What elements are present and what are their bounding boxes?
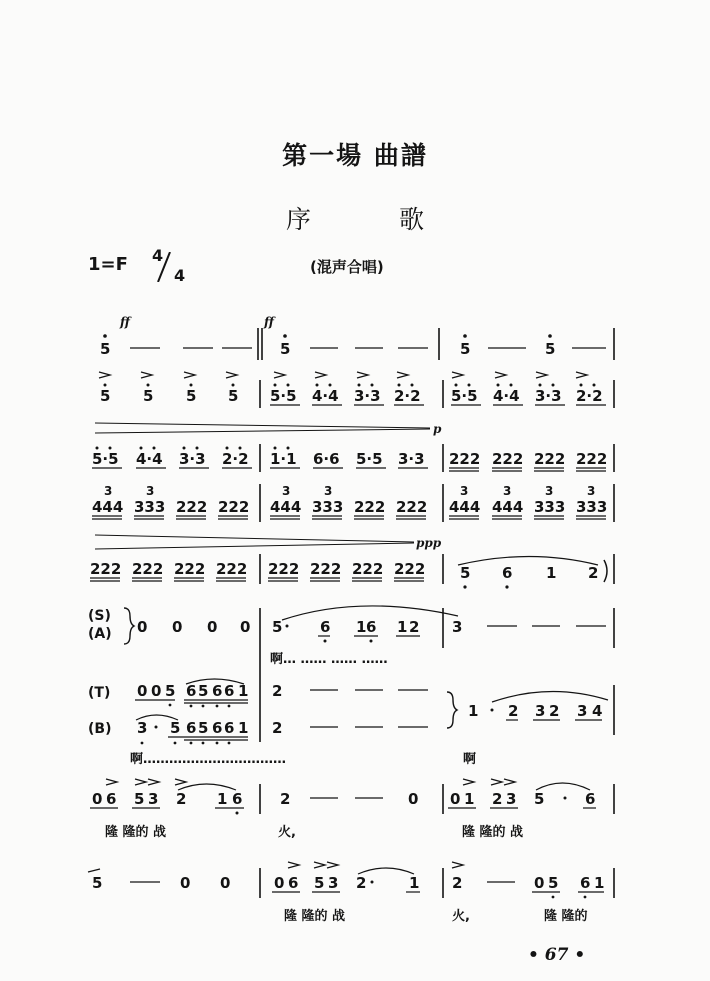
svg-text:5·5: 5·5 [270,387,297,405]
svg-text:5: 5 [198,682,209,700]
svg-text:5: 5 [280,340,291,358]
svg-text:1: 1 [464,790,475,808]
notes-tenor-bass-merged [468,691,608,720]
brace [124,608,134,644]
svg-text:5: 5 [170,719,181,737]
svg-text:333: 333 [134,498,166,516]
part-label-alto: (A) [88,626,112,642]
svg-text:222: 222 [174,560,206,578]
svg-text:3: 3 [324,484,333,498]
svg-text:3·3: 3·3 [398,450,425,468]
svg-text:222: 222 [310,560,342,578]
svg-text:222: 222 [492,450,524,468]
svg-text:5: 5 [228,387,239,405]
svg-text:0: 0 [137,618,148,636]
svg-text:0: 0 [274,874,285,892]
svg-text:3: 3 [545,484,554,498]
svg-text:6: 6 [224,719,235,737]
dynamic-ppp: ppp [416,536,442,550]
svg-text:4·4: 4·4 [312,387,339,405]
svg-text:222: 222 [216,560,248,578]
notes-row-4 [92,484,607,519]
svg-text:0: 0 [207,618,218,636]
svg-text:222: 222 [576,450,608,468]
svg-text:333: 333 [534,498,566,516]
decrescendo-hairpin [95,423,430,433]
svg-text:5: 5 [165,682,176,700]
svg-text:2: 2 [272,719,283,737]
svg-text:222: 222 [268,560,300,578]
svg-text:5: 5 [272,618,283,636]
svg-text:5: 5 [545,340,556,358]
svg-text:5: 5 [186,387,197,405]
svg-text:1·1: 1·1 [270,450,297,468]
svg-text:0: 0 [408,790,419,808]
svg-text:4·4: 4·4 [136,450,163,468]
svg-text:222: 222 [534,450,566,468]
svg-text:5·5: 5·5 [356,450,383,468]
svg-text:2: 2 [508,702,519,720]
svg-text:6: 6 [224,682,235,700]
piece-title: 序 歌 [286,205,464,234]
barlines-row-1 [258,328,614,360]
notes-row-2 [99,372,606,405]
svg-text:6: 6 [585,790,596,808]
dynamic-ff: ff [120,315,130,329]
svg-text:222: 222 [176,498,208,516]
svg-text:2: 2 [409,618,420,636]
svg-text:6: 6 [366,618,377,636]
svg-text:5·5: 5·5 [451,387,478,405]
svg-text:3: 3 [460,484,469,498]
svg-text:2: 2 [272,682,283,700]
svg-text:4·4: 4·4 [493,387,520,405]
part-label-tenor: (T) [88,685,111,701]
svg-text:3: 3 [503,484,512,498]
svg-text:222: 222 [90,560,122,578]
svg-text:5: 5 [548,874,559,892]
svg-text:6·6: 6·6 [313,450,340,468]
svg-text:3: 3 [452,618,463,636]
svg-text:5: 5 [460,564,471,582]
lyric-rumble-of: 隆 隆的 [544,909,588,924]
svg-text:222: 222 [352,560,384,578]
svg-text:2·2: 2·2 [394,387,421,405]
svg-text:3: 3 [506,790,517,808]
voicing-label: (混声合唱) [310,258,384,276]
svg-text:2: 2 [452,874,463,892]
svg-text:1: 1 [356,618,367,636]
svg-text:1: 1 [397,618,408,636]
svg-text:3: 3 [282,484,291,498]
svg-text:3: 3 [146,484,155,498]
svg-text:1: 1 [409,874,420,892]
svg-text:1: 1 [594,874,605,892]
svg-text:3·3: 3·3 [179,450,206,468]
svg-text:5: 5 [100,340,111,358]
svg-text:6: 6 [186,719,197,737]
svg-text:6: 6 [320,618,331,636]
svg-text:2·2: 2·2 [576,387,603,405]
svg-text:222: 222 [449,450,481,468]
dynamic-ff: ff [264,315,274,329]
svg-text:5: 5 [100,387,111,405]
svg-text:5: 5 [134,790,145,808]
svg-text:1: 1 [217,790,228,808]
lyric-ah-dotted: 啊… …… …… …… [270,652,388,667]
svg-text:1: 1 [546,564,557,582]
svg-text:6: 6 [186,682,197,700]
svg-text:1: 1 [238,682,249,700]
svg-text:3·3: 3·3 [354,387,381,405]
notes-row-9 [88,862,604,898]
svg-text:0: 0 [220,874,231,892]
notes-row-5 [90,557,607,589]
svg-text:6: 6 [212,719,223,737]
svg-text:5: 5 [143,387,154,405]
lyric-fire: 火, [278,825,296,840]
svg-text:6: 6 [212,682,223,700]
svg-text:3: 3 [104,484,113,498]
notes-row-3 [92,447,607,472]
brace [447,692,457,728]
svg-text:5: 5 [460,340,471,358]
lyric-rumble-battle: 隆 隆的 战 [284,909,346,924]
notes-bass [136,715,428,744]
svg-text:6: 6 [288,874,299,892]
dynamic-p: p [433,422,442,436]
lyric-rumble-battle: 隆 隆的 战 [462,825,524,840]
svg-text:3: 3 [587,484,596,498]
lyric-rumble-battle: 隆 隆的 战 [105,825,167,840]
part-label-bass: (B) [88,721,112,737]
svg-text:3: 3 [148,790,159,808]
barlines-row-8 [260,784,614,814]
svg-text:0: 0 [172,618,183,636]
notes-soprano-alto [137,606,606,643]
svg-text:222: 222 [132,560,164,578]
svg-text:0: 0 [151,682,162,700]
svg-text:444: 444 [92,498,124,516]
svg-text:5: 5 [314,874,325,892]
barlines-choir [260,608,614,742]
svg-text:5·5: 5·5 [92,450,119,468]
svg-text:222: 222 [354,498,386,516]
svg-text:6: 6 [580,874,591,892]
svg-text:333: 333 [576,498,608,516]
svg-text:444: 444 [492,498,524,516]
svg-text:2: 2 [549,702,560,720]
svg-text:6: 6 [502,564,513,582]
lyric-ah: 啊 [463,752,477,767]
svg-text:0: 0 [450,790,461,808]
svg-text:1: 1 [468,702,479,720]
svg-text:2: 2 [176,790,187,808]
svg-text:0: 0 [137,682,148,700]
notes-tenor [135,679,428,707]
svg-text:6: 6 [232,790,243,808]
svg-text:2: 2 [492,790,503,808]
svg-text:3: 3 [577,702,588,720]
svg-text:3: 3 [328,874,339,892]
notes-row-1 [100,334,606,358]
page-number: • 67 • [528,945,586,965]
lyric-ah-long: 啊…………………………… [130,752,287,767]
decrescendo-hairpin [95,535,414,549]
svg-text:0: 0 [534,874,545,892]
svg-text:5: 5 [534,790,545,808]
svg-text:4: 4 [592,702,603,720]
lyric-fire: 火, [452,909,470,924]
svg-text:0: 0 [92,790,103,808]
svg-text:444: 444 [449,498,481,516]
svg-text:333: 333 [312,498,344,516]
svg-text:6: 6 [106,790,117,808]
svg-text:0: 0 [180,874,191,892]
time-signature-denominator: 4 [174,266,186,285]
svg-text:2: 2 [588,564,599,582]
svg-text:2·2: 2·2 [222,450,249,468]
page-title: 第一場 曲譜 [282,141,428,170]
svg-text:222: 222 [396,498,428,516]
notes-row-8 [90,779,596,815]
key-signature: 1=F [88,254,128,275]
time-signature-numerator: 4 [152,246,164,265]
svg-text:2: 2 [280,790,291,808]
svg-text:3·3: 3·3 [535,387,562,405]
svg-text:0: 0 [240,618,251,636]
svg-text:1: 1 [238,719,249,737]
svg-text:5: 5 [198,719,209,737]
svg-text:2: 2 [356,874,367,892]
svg-text:5: 5 [92,874,103,892]
part-label-soprano: (S) [88,608,111,624]
svg-text:222: 222 [218,498,250,516]
svg-text:3: 3 [137,719,148,737]
svg-text:222: 222 [394,560,426,578]
svg-text:444: 444 [270,498,302,516]
svg-text:3: 3 [535,702,546,720]
